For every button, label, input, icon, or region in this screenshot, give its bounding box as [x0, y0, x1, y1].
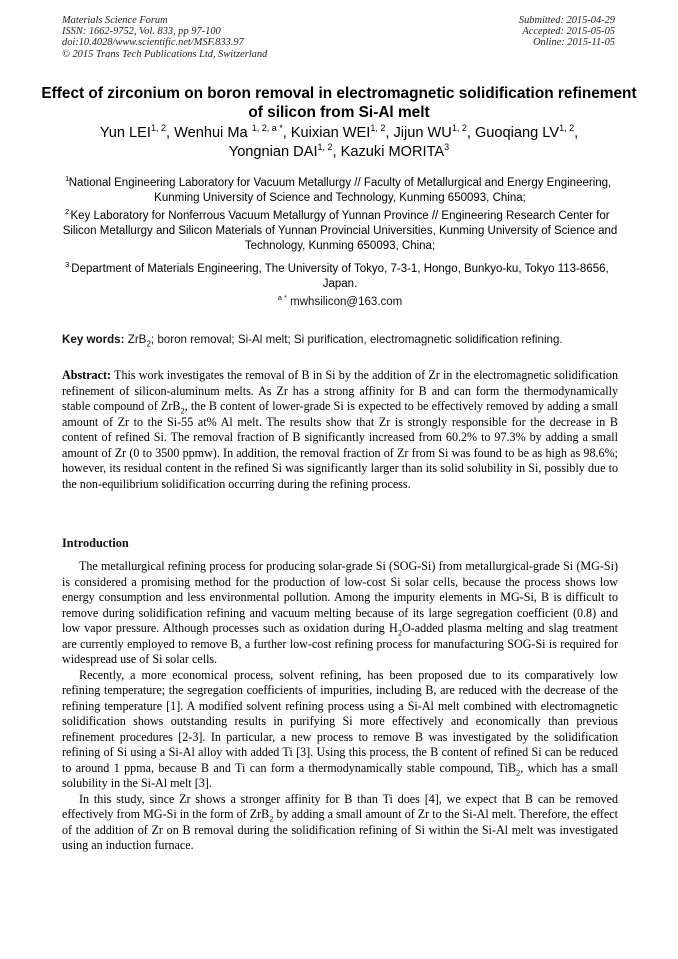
paragraph-text: The metallurgical refining process for producing solar-grade Si (SOG-Si) from metallurgical-grade Si (MG-Si) is considered a promising method for the production of low-cost Si solar cells, because the process shows low energy consumption and less environmental pollution. Among the impurity elements in MG-Si, B is difficult to remove during solidification refining and vacuum melting because of its large segregation coefficient (0.8) and low vapor pressure. Although processes such as oxidation during H	[62, 559, 618, 635]
section-heading-introduction: Introduction	[62, 536, 129, 550]
author-name: Guoqiang LV	[474, 125, 560, 141]
journal-name: Materials Science Forum	[62, 15, 168, 26]
corresponding-email	[62, 295, 618, 309]
submission-dates	[519, 15, 615, 49]
subscript: 2	[269, 813, 274, 824]
journal-info	[62, 15, 267, 60]
keyword-zrb2: ZrB	[127, 333, 147, 346]
author-name: Wenhui Ma	[174, 125, 248, 141]
author-affiliation-mark: 1, 2	[370, 123, 386, 133]
keywords	[62, 333, 618, 347]
author-affiliation-mark: 3	[444, 142, 450, 152]
affiliation-3	[62, 262, 618, 292]
email-address[interactable]: mwhsilicon@163.com	[290, 296, 403, 308]
author-affiliation-mark: 1, 2, a *	[251, 123, 283, 133]
keywords-text: ; boron removal; Si-Al melt; Si purification, electromagnetic solidification refining.	[150, 333, 563, 346]
affiliation-2	[62, 209, 618, 253]
author-name: Kuixian WEI	[290, 125, 371, 141]
paragraph	[62, 792, 618, 854]
paragraph-text: by adding a small amount of Zr to the Si-Al melt. Therefore, the effect of the addition of Zr on B removal during the solidification refining of Si within the Si-Al melt was investigated using an induction furnace.	[62, 807, 619, 852]
keywords-label: Key words:	[62, 333, 125, 346]
abstract-label: Abstract:	[62, 368, 112, 382]
affiliation-number: 1.	[65, 174, 72, 183]
author-name: Yun LEI	[99, 125, 151, 141]
affiliation-text: National Engineering Laboratory for Vacuum Metallurgy // Faculty of Metallurgical and Energy Engineering, Kunming University of Science and Technology, Kunming 650093, China;	[68, 177, 612, 204]
affiliation-1	[62, 176, 618, 206]
abstract	[62, 368, 618, 492]
paragraph	[62, 668, 618, 792]
affiliation-number: 3.	[65, 260, 72, 269]
paragraph	[62, 559, 618, 668]
affiliation-text: Key Laboratory for Nonferrous Vacuum Metallurgy of Yunnan Province // Engineering Research Center for Silicon Metallurgy and Silicon Materials of Yunnan Provincial Universities, Kunming University of Science and Technology, Kunming 650093, China;	[62, 210, 618, 252]
author-list: Yun LEI$^{1, 2}$, Wenhui Ma $^{1, 2, a *}$, Kuixian WEI$^{1, 2}$, Jijun WU$^{1, 2}$, Guoqiang LV$^{1, 2}$, Yongnian DAI$^{1, 2}$, Kazuki MORITA$^3$	[99, 123, 579, 160]
paper-title: Effect of zirconium on boron removal in electromagnetic solidification refinement of silicon from Si-Al melt	[41, 85, 637, 121]
author-name: Yongnian DAI	[228, 144, 318, 160]
author-affiliation-mark: 1, 2	[150, 123, 166, 133]
email-mark: a *	[277, 293, 287, 302]
date-accepted: Accepted: 2015-05-05	[522, 26, 615, 38]
introduction-body	[62, 559, 618, 854]
author-affiliation-mark: 1, 2	[317, 142, 333, 152]
journal-issn: ISSN: 1662-9752, Vol. 833, pp 97-100	[62, 26, 221, 38]
subscript: 2	[146, 339, 151, 349]
author-affiliation-mark: 1, 2	[451, 123, 467, 133]
author-name: Kazuki MORITA	[340, 144, 445, 160]
date-submitted: Submitted: 2015-04-29	[518, 15, 615, 26]
author-affiliation-mark: 1, 2	[559, 123, 575, 133]
author-name: Jijun WU	[393, 125, 452, 141]
affiliation-number: 2.	[65, 207, 72, 216]
journal-copyright: © 2015 Trans Tech Publications Ltd, Switzerland	[62, 48, 268, 60]
abstract-text: This work investigates the removal of B in Si by the addition of Zr in the electromagnetic solidification refinement of silicon-aluminum melts. As Zr has a strong affinity for B and can form the thermodynamically stable compound of ZrB	[62, 368, 618, 413]
subscript: 2	[397, 627, 402, 638]
subscript: 2	[516, 766, 521, 777]
paragraph-text: Recently, a more economical process, solvent refining, has been proposed due to its comparatively low refining temperature; the segregation coefficients of impurities, including B, are reduced with the decrease of the refining temperature [1]. A modified solvent refining process using a Si-Al melt combined with electromagnetic solidification shows outstanding results in purifying Si more effectively and economically than previous refinement procedures [2-3]. In particular, a new process to remove B was investigated by the solidification refining of Si using a Si-Al alloy with added Ti [3]. Using this process, the B content of refined Si can be reduced to around 1 ppma, because B and Ti can form a thermodynamically stable compound, TiB	[62, 667, 618, 775]
paragraph-text: In this study, since Zr shows a stronger affinity for B than Ti does [4], we expect that B can be removed effectively from MG-Si in the form of ZrB	[62, 791, 618, 821]
abstract-text: , the B content of lower-grade Si is expected to be effectively removed by adding a small amount of Zr to the Si-55 at% Al melt. The results show that Zr is strongly responsible for the decrease in B content of refined Si. The removal fraction of B significantly increased from 60.2% to 97.3% by adding a small amount of Zr (0 to 3500 ppmw). In addition, the removal fraction of Zr from Si was found to be as high as 98.6%; however, its residual content in the refined Si was significantly larger than its solid solubility in Si, possibly due to the non-equilibrium solidification occurring during the refining process.	[62, 399, 618, 491]
affiliation-text: Department of Materials Engineering, The University of Tokyo, 7-3-1, Hongo, Bunkyo-ku, Tokyo 113-8656, Japan.	[71, 263, 609, 290]
journal-doi: doi:10.4028/www.scientific.net/MSF.833.97	[62, 37, 244, 49]
paragraph-text: , which has a small solubility in the Si-Al melt [3].	[62, 760, 618, 790]
paragraph-text: O-added plasma melting and slag treatment are currently employed to remove B, a further low-cost refining process for manufacturing SOG-Si is required for widespread use of Si solar cells.	[62, 621, 618, 666]
date-online: Online: 2015-11-05	[532, 37, 615, 49]
subscript: 2	[180, 405, 185, 416]
